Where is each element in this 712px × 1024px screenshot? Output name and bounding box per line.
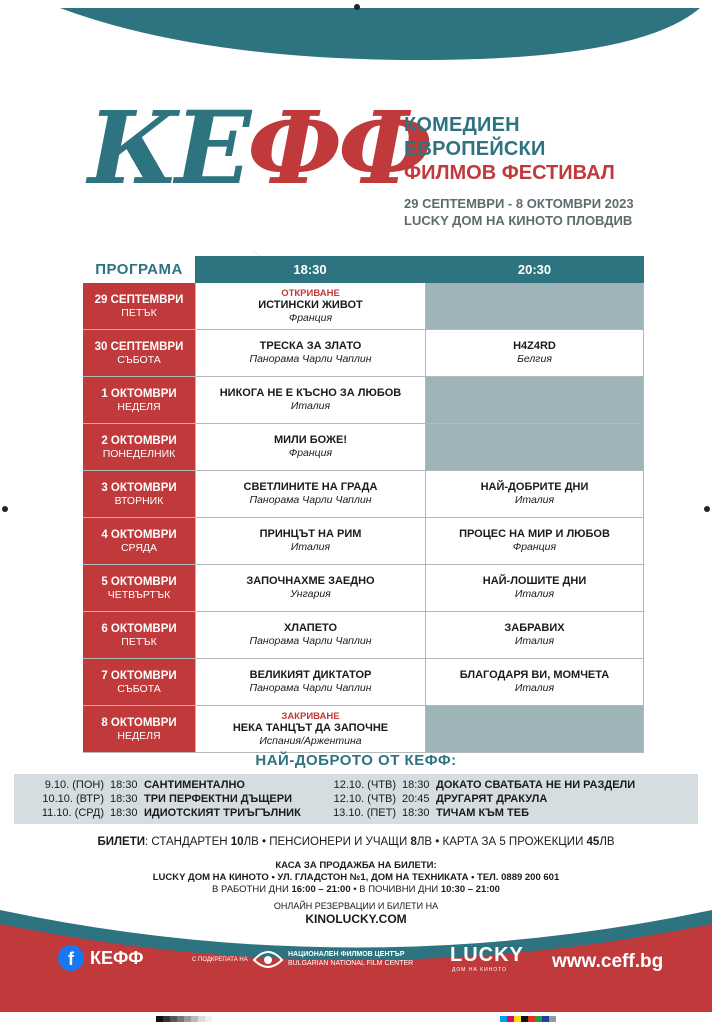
ticket-card-price: 45 xyxy=(586,836,600,848)
program-date: 1 ОКТОМВРИ xyxy=(101,387,177,400)
film-info: Панорама Чарли Чаплин xyxy=(249,353,372,365)
online-booking xyxy=(0,901,712,926)
online-label: ОНЛАЙН РЕЗЕРВАЦИИ И БИЛЕТИ НА xyxy=(273,901,439,911)
lucky-logo: LUCKY xyxy=(450,944,524,966)
film-info: Унгария xyxy=(290,588,331,600)
program-day xyxy=(83,518,195,564)
film-info: Италия xyxy=(290,541,331,553)
festival-title-block xyxy=(404,113,704,229)
screening-1830 xyxy=(195,377,425,423)
best-of-title: НАЙ-ДОБРОТО ОТ КЕФФ: xyxy=(255,752,457,769)
box-office-address: LUCKY ДОМ НА КИНОТО • УЛ. ГЛАДСТОН №1, ДОМ НА ТЕХНИКАТА • ТЕЛ. 0889 200 601 xyxy=(152,872,560,883)
film-info: Панорама Чарли Чаплин xyxy=(249,635,372,647)
best-of-date: 9.10. (ПОН) xyxy=(44,779,104,791)
program-day xyxy=(83,283,195,329)
print-grey-bar xyxy=(156,1016,212,1022)
program-row xyxy=(83,659,644,706)
film-info: Италия xyxy=(290,400,331,412)
ticket-pensioners: ПЕНСИОНЕРИ И УЧАЩИ xyxy=(269,836,411,848)
program-row xyxy=(83,377,644,424)
screening-2030 xyxy=(425,612,644,658)
film-info: Италия xyxy=(514,635,555,647)
program-date: 4 ОКТОМВРИ xyxy=(101,528,177,541)
logo-ff: ФФ xyxy=(247,89,429,207)
hours-weekdays: 16:00 – 21:00 xyxy=(291,884,351,895)
program-day xyxy=(83,612,195,658)
program-weekday: ПЕТЪК xyxy=(121,306,157,319)
best-of-item xyxy=(34,792,301,806)
best-of-box xyxy=(14,774,698,824)
best-of-item xyxy=(326,778,635,792)
program-date: 7 ОКТОМВРИ xyxy=(101,669,177,682)
crop-mark xyxy=(354,4,360,10)
hours-weekend-label: • В ПОЧИВНИ ДНИ xyxy=(350,884,441,895)
ticket-card: КАРТА ЗА 5 ПРОЖЕКЦИИ xyxy=(442,836,587,848)
best-of-film: ТРИ ПЕРФЕКТНИ ДЪЩЕРИ xyxy=(144,793,292,805)
logo-ke: КЕ xyxy=(88,89,248,207)
support-label: С ПОДКРЕПАТА НА xyxy=(192,957,248,963)
lucky-logo-subtitle: ДОМ НА КИНОТО xyxy=(452,967,507,973)
film-title: ЗАБРАВИХ xyxy=(504,622,565,634)
film-info: Панорама Чарли Чаплин xyxy=(249,682,372,694)
program-day xyxy=(83,565,195,611)
film-title: ИСТИНСКИ ЖИВОТ xyxy=(258,298,363,311)
film-info: Италия xyxy=(514,682,555,694)
best-of-film: ДОКАТО СВАТБАТА НЕ НИ РАЗДЕЛИ xyxy=(436,779,636,791)
box-office-info xyxy=(0,860,712,896)
crop-mark xyxy=(704,506,710,512)
film-title: H4Z4RD xyxy=(513,340,556,352)
program-date: 6 ОКТОМВРИ xyxy=(101,622,177,635)
program-row xyxy=(83,283,644,330)
best-of-date: 12.10. (ЧТВ) xyxy=(333,779,396,791)
film-title: ПРОЦЕС НА МИР И ЛЮБОВ xyxy=(459,528,610,540)
film-center-logo-icon xyxy=(252,946,284,972)
film-title: ХЛАПЕТО xyxy=(283,622,338,634)
film-title: МИЛИ БОЖЕ! xyxy=(273,434,347,446)
facebook-icon[interactable]: f xyxy=(58,945,84,971)
best-of-date: 11.10. (СРД) xyxy=(41,807,104,819)
best-of-time: 18:30 xyxy=(110,807,138,819)
program-table xyxy=(83,256,644,753)
program-weekday: СЪБОТА xyxy=(117,353,161,366)
program-row xyxy=(83,612,644,659)
program-day xyxy=(83,471,195,517)
event-tag: ЗАКРИВАНЕ xyxy=(281,710,340,722)
film-title: СВЕТЛИНИТЕ НА ГРАДА xyxy=(243,481,378,493)
screening-1830 xyxy=(195,659,425,705)
ticket-pensioners-price: 8 xyxy=(410,836,417,848)
currency: ЛВ xyxy=(416,836,433,848)
program-label: ПРОГРАМА xyxy=(83,256,195,283)
screening-1830 xyxy=(195,612,425,658)
screening-2030 xyxy=(425,424,644,470)
time-header-1: 18:30 xyxy=(195,256,425,283)
screening-2030 xyxy=(425,565,644,611)
program-weekday: НЕДЕЛЯ xyxy=(117,400,161,413)
film-info: Испания/Аржентина xyxy=(259,734,362,747)
screening-2030 xyxy=(425,471,644,517)
screening-1830 xyxy=(195,471,425,517)
best-of-time: 18:30 xyxy=(402,779,430,791)
program-day xyxy=(83,659,195,705)
best-of-right-column xyxy=(326,778,635,820)
festival-venue: LUCKY ДОМ НА КИНОТО ПЛОВДИВ xyxy=(404,213,633,228)
program-date: 5 ОКТОМВРИ xyxy=(101,575,177,588)
online-site-link[interactable]: KINOLUCKY.COM xyxy=(305,912,407,926)
film-title: ПРИНЦЪТ НА РИМ xyxy=(259,528,362,540)
program-row xyxy=(83,706,644,753)
screening-2030 xyxy=(425,283,644,329)
ticket-prices: БИЛЕТИ: СТАНДАРТЕН 10ЛВ • ПЕНСИОНЕРИ И УЧАЩИ 8ЛВ • КАРТА ЗА 5 ПРОЖЕКЦИИ 45ЛВ xyxy=(97,836,615,848)
best-of-date: 13.10. (ПЕТ) xyxy=(333,807,396,819)
film-info: Италия xyxy=(514,588,555,600)
film-title: ТРЕСКА ЗА ЗЛАТО xyxy=(259,340,362,352)
program-day xyxy=(83,377,195,423)
program-row xyxy=(83,471,644,518)
best-of-time: 18:30 xyxy=(110,779,138,791)
best-of-item xyxy=(326,792,635,806)
film-title: ЗАПОЧНАХМЕ ЗАЕДНО xyxy=(246,575,375,587)
ceff-logo xyxy=(88,78,429,238)
screening-1830 xyxy=(195,283,425,329)
film-title: НИКОГА НЕ Е КЪСНО ЗА ЛЮБОВ xyxy=(219,387,402,399)
best-of-item xyxy=(34,778,301,792)
festival-title-line3: ФИЛМОВ ФЕСТИВАЛ xyxy=(404,162,615,184)
ticket-standard: СТАНДАРТЕН xyxy=(151,836,231,848)
program-weekday: ПЕТЪК xyxy=(121,635,157,648)
best-of-film: ДРУГАРЯТ ДРАКУЛА xyxy=(436,793,548,805)
screening-2030 xyxy=(425,518,644,564)
best-of-film: ТИЧАМ КЪМ ТЕБ xyxy=(436,807,529,819)
screening-2030 xyxy=(425,659,644,705)
top-decorative-arc xyxy=(0,0,712,70)
program-row xyxy=(83,518,644,565)
program-row xyxy=(83,330,644,377)
program-date: 3 ОКТОМВРИ xyxy=(101,481,177,494)
program-weekday: ПОНЕДЕЛНИК xyxy=(102,447,176,460)
film-title: БЛАГОДАРЯ ВИ, МОМЧЕТА xyxy=(459,669,610,681)
film-info: Италия xyxy=(514,494,555,506)
box-office-hours xyxy=(0,884,712,896)
screening-2030 xyxy=(425,330,644,376)
film-center-name-en: BULGARIAN NATIONAL FILM CENTER xyxy=(288,960,414,967)
separator: • xyxy=(435,836,440,848)
best-of-time: 18:30 xyxy=(110,793,138,805)
screening-2030 xyxy=(425,377,644,423)
program-weekday: ВТОРНИК xyxy=(114,494,164,507)
best-of-film: ИДИОТСКИЯТ ТРИЪГЪЛНИК xyxy=(144,807,301,819)
box-office-title: КАСА ЗА ПРОДАЖБА НА БИЛЕТИ: xyxy=(275,860,437,871)
program-header-row xyxy=(83,256,644,283)
film-center-name-bg: НАЦИОНАЛЕН ФИЛМОВ ЦЕНТЪР xyxy=(288,951,405,958)
film-center-name xyxy=(288,950,413,968)
program-date: 2 ОКТОМВРИ xyxy=(101,434,177,447)
print-color-bar xyxy=(500,1016,556,1022)
program-date: 29 СЕПТЕМВРИ xyxy=(94,293,184,306)
event-tag: ОТКРИВАНЕ xyxy=(281,287,340,299)
film-title: НЕКА ТАНЦЪТ ДА ЗАПОЧНЕ xyxy=(232,721,389,734)
screening-1830 xyxy=(195,565,425,611)
hours-weekend: 10:30 – 21:00 xyxy=(440,884,500,895)
film-title: НАЙ-ЛОШИТЕ ДНИ xyxy=(482,575,587,587)
program-weekday: ЧЕТВЪРТЪК xyxy=(107,588,171,601)
program-day xyxy=(83,424,195,470)
film-title: НАЙ-ДОБРИТЕ ДНИ xyxy=(480,481,589,493)
festival-title-line1: КОМЕДИЕН xyxy=(404,114,520,136)
program-date: 30 СЕПТЕМВРИ xyxy=(94,340,184,353)
screening-1830 xyxy=(195,518,425,564)
time-header-2: 20:30 xyxy=(425,256,644,283)
currency: ЛВ xyxy=(599,836,615,848)
film-info: Франция xyxy=(288,311,333,324)
program-weekday: СРЯДА xyxy=(120,541,158,554)
best-of-time: 18:30 xyxy=(402,807,430,819)
film-title: ВЕЛИКИЯТ ДИКТАТОР xyxy=(249,669,372,681)
currency: ЛВ xyxy=(243,836,259,848)
program-row xyxy=(83,565,644,612)
program-weekday: СЪБОТА xyxy=(117,682,161,695)
best-of-left-column xyxy=(34,778,301,820)
screening-1830 xyxy=(195,706,425,752)
best-of-item xyxy=(34,806,301,820)
ticket-standard-price: 10 xyxy=(230,836,244,848)
program-day xyxy=(83,706,195,752)
program-day xyxy=(83,330,195,376)
program-row xyxy=(83,424,644,471)
separator: • xyxy=(261,836,267,848)
best-of-date: 12.10. (ЧТВ) xyxy=(333,793,396,805)
festival-dates: 29 СЕПТЕМВРИ - 8 ОКТОМВРИ 2023 xyxy=(404,196,634,211)
screening-2030 xyxy=(425,706,644,752)
logo-text xyxy=(88,78,429,218)
film-info: Панорама Чарли Чаплин xyxy=(249,494,372,506)
best-of-item xyxy=(326,806,635,820)
program-weekday: НЕДЕЛЯ xyxy=(117,729,161,742)
screening-1830 xyxy=(195,424,425,470)
crop-mark xyxy=(2,506,8,512)
film-info: Белгия xyxy=(517,353,552,365)
hours-weekdays-label: В РАБОТНИ ДНИ xyxy=(212,884,292,895)
best-of-film: САНТИМЕНТАЛНО xyxy=(144,779,245,791)
festival-title-line2: ЕВРОПЕЙСКИ xyxy=(404,138,546,160)
website-link[interactable]: www.ceff.bg xyxy=(552,951,664,972)
best-of-date: 10.10. (ВТР) xyxy=(42,793,104,805)
facebook-name[interactable]: КЕФФ xyxy=(90,948,144,968)
program-date: 8 ОКТОМВРИ xyxy=(101,716,177,729)
best-of-time: 20:45 xyxy=(402,793,430,805)
film-info: Франция xyxy=(512,541,557,553)
film-info: Франция xyxy=(288,447,333,459)
tickets-label: БИЛЕТИ xyxy=(97,836,146,848)
screening-1830 xyxy=(195,330,425,376)
